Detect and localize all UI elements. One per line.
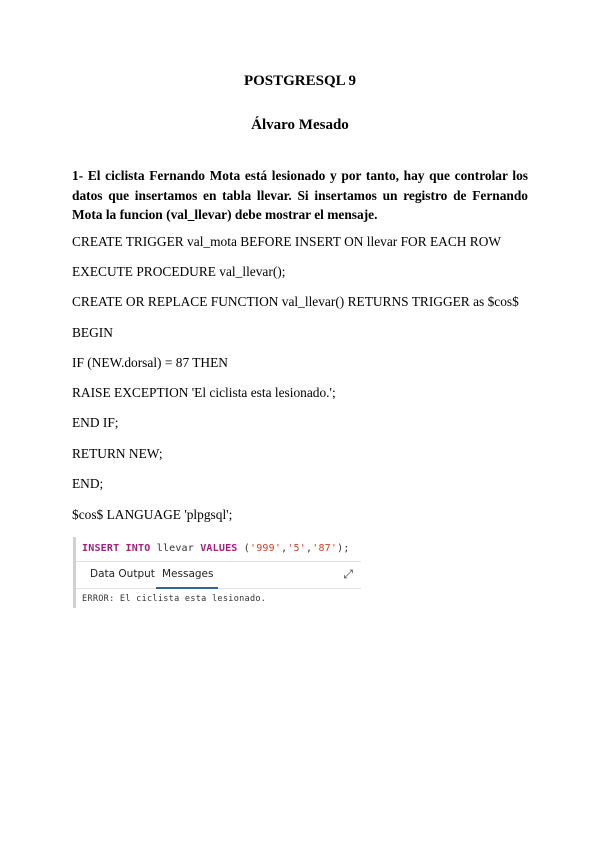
code-line: RAISE EXCEPTION 'El ciclista esta lesionado.'; [72,385,336,400]
document-title: POSTGRESQL 9 [243,73,357,89]
code-line: EXECUTE PROCEDURE val_llevar(); [72,264,286,279]
code-line: IF (NEW.dorsal) = 87 THEN [72,355,228,370]
tab-data-output[interactable]: Data Output [90,568,155,580]
pgadmin-screenshot [73,537,361,608]
results-tabbar [76,561,361,589]
error-message: ERROR: El ciclista esta lesionado. [82,594,267,604]
sql-string: '87' [312,543,338,554]
sql-string: '5' [287,543,306,554]
code-line: END; [72,476,104,491]
active-tab-indicator [156,587,218,589]
sql-punctuation: ); [337,543,350,554]
expand-icon[interactable]: ⤢ [343,567,353,581]
sql-keyword: INSERT INTO [82,543,151,554]
code-line: RETURN NEW; [72,446,163,461]
exercise-question: 1- El ciclista Fernando Mota está lesionado y por tanto, hay que controlar los datos que insertamos en tabla llevar. Si insertamos un registro de Fernando Mota la funcion (val_llevar) debe mostrar el mensaje. [72,168,528,222]
code-line: CREATE TRIGGER val_mota BEFORE INSERT ON llevar FOR EACH ROW [72,234,502,249]
sql-punctuation: ( [237,543,250,554]
code-line: CREATE OR REPLACE FUNCTION val_llevar() RETURNS TRIGGER as $cos$ [72,294,519,309]
code-line: BEGIN [72,325,113,340]
code-line: END IF; [72,415,119,430]
sql-punctuation: , [306,543,313,554]
code-line: $cos$ LANGUAGE 'plpgsql'; [72,507,233,522]
sql-keyword: VALUES [200,543,238,554]
tab-messages[interactable]: Messages [162,568,214,580]
document-author: Álvaro Mesado [251,117,349,133]
sql-query-line [82,543,350,554]
sql-string: '999' [249,543,282,554]
sql-table-name: llevar [150,543,201,554]
sql-punctuation: , [281,543,288,554]
